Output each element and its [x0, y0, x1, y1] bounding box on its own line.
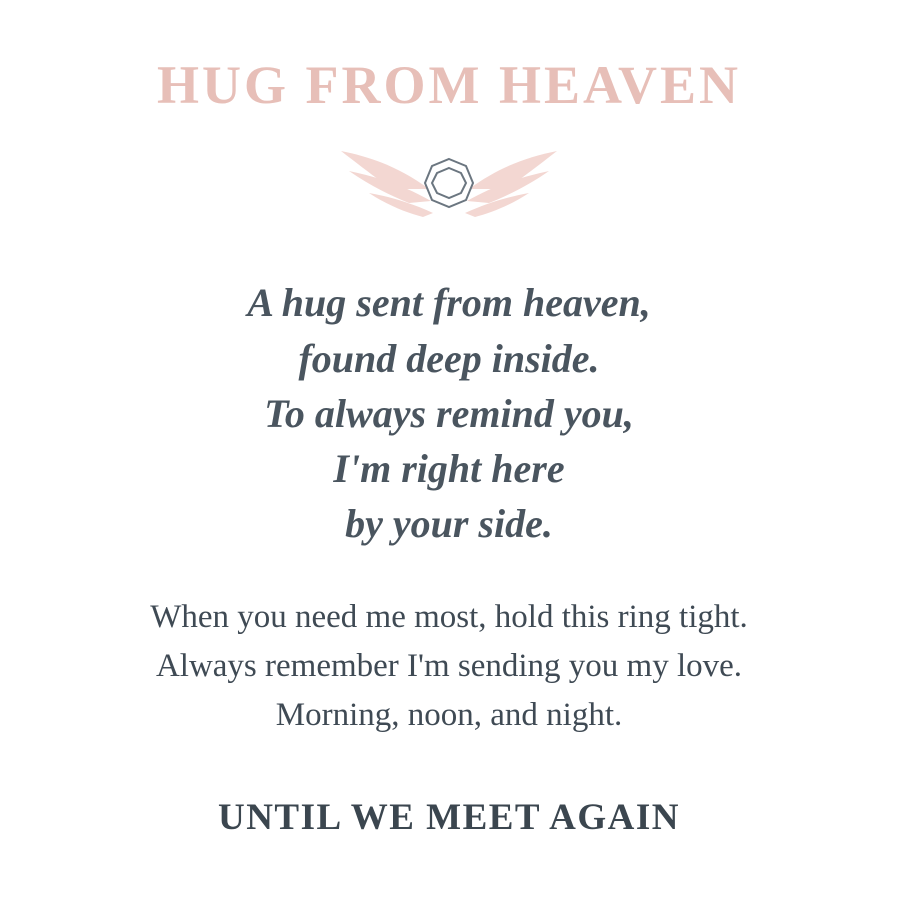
- poem-primary-line: by your side.: [345, 501, 553, 547]
- winged-ring-icon: [279, 137, 619, 247]
- poem-primary-line: To always remind you,: [264, 390, 634, 436]
- poem-primary: [247, 275, 650, 551]
- poem-secondary: [150, 593, 748, 739]
- poem-secondary-line: Always remember I'm sending you my love.: [155, 648, 743, 685]
- poem-primary-line: I'm right here: [333, 445, 565, 491]
- poem-primary-line: found deep inside.: [298, 335, 600, 381]
- page-title: HUG FROM HEAVEN: [156, 55, 742, 115]
- poem-primary-line: A hug sent from heaven,: [247, 280, 651, 326]
- poem-secondary-line: Morning, noon, and night.: [275, 696, 623, 733]
- closing-text: UNTIL WE MEET AGAIN: [217, 796, 680, 838]
- poem-secondary-line: When you need me most, hold this ring tight.: [150, 599, 748, 636]
